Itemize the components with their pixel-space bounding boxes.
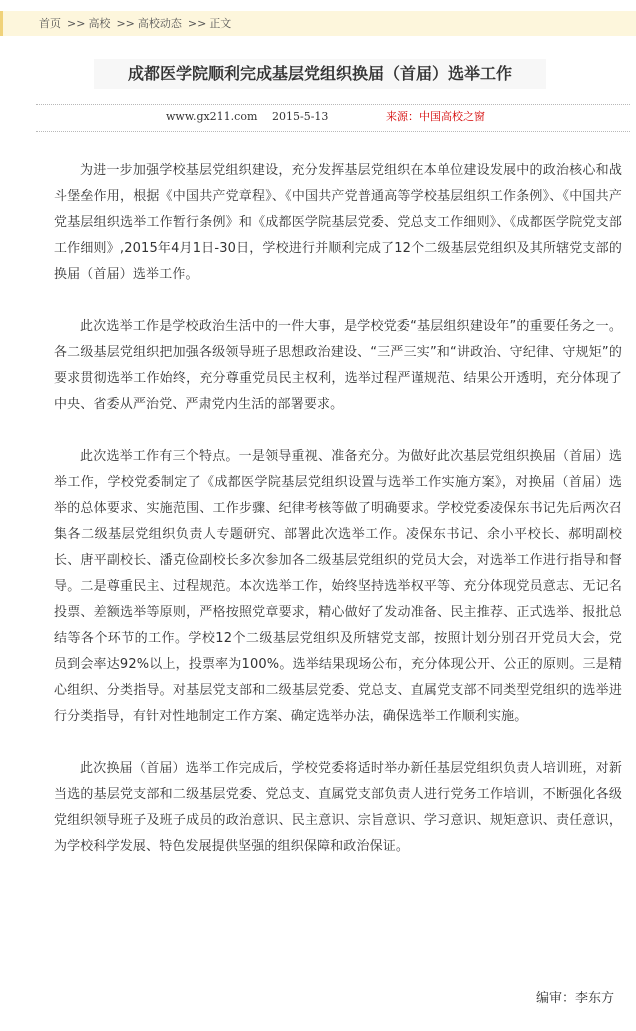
article-paragraph: 此次选举工作是学校政治生活中的一件大事，是学校党委“基层组织建设年”的重要任务之一。各二级基层党组织把加强各级领导班子思想政治建设、“三严三实”和“讲政治、守纪律、守规矩”的要求贯彻选举工作始终，充分尊重党员民主权利，选举过程严谨规范、结果公开透明，充分体现了中央、省委从严治党、严肃党内生活的部署要求。: [54, 319, 622, 412]
article-body: [54, 158, 622, 886]
breadcrumb-home-link[interactable]: 首页: [39, 17, 61, 30]
article-title: 成都医学院顺利完成基层党组织换届（首届）选举工作: [94, 59, 546, 89]
breadcrumb-news-link[interactable]: 高校动态: [137, 17, 182, 30]
site-url: www.gx211.com: [166, 110, 258, 123]
article-paragraph: 为进一步加强学校基层党组织建设，充分发挥基层党组织在本单位建设发展中的政治核心和战斗堡垒作用，根据《中国共产党章程》、《中国共产党普通高等学校基层组织工作条例》、《中国共产党基层组织选举工作暂行条例》和《成都医学院基层党委、党总支工作细则》、《成都医学院党支部工作细则》,2015年4月1日-30日，学校进行并顺利完成了12个二级基层党组织及其所辖党支部的换届（首届）选举工作。: [54, 163, 622, 282]
divider: [36, 131, 630, 132]
breadcrumb: [0, 11, 636, 36]
breadcrumb-separator: >>: [187, 17, 207, 30]
divider: [36, 104, 630, 105]
publish-date: 2015-5-13: [272, 110, 329, 123]
article-paragraph: 此次换届（首届）选举工作完成后，学校党委将适时举办新任基层党组织负责人培训班，对新当选的基层党支部和二级基层党委、党总支、直属党支部负责人进行党务工作培训，不断强化各级党组织领导班子及班子成员的政治意识、民主意识、宗旨意识、学习意识、规矩意识、责任意识，为学校科学发展、特色发展提供坚强的组织保障和政治保证。: [54, 761, 622, 854]
article-paragraph: 此次选举工作有三个特点。一是领导重视、准备充分。为做好此次基层党组织换届（首届）选举工作，学校党委制定了《成都医学院基层党组织设置与选举工作实施方案》，对换届（首届）选举的总体要求、实施范围、工作步骤、纪律考核等做了明确要求。学校党委凌保东书记先后两次召集各二级基层党组织负责人专题研究、部署此次选举工作。凌保东书记、余小平校长、郝明副校长、唐平副校长、潘克俭副校长多次参加各二级基层党组织的党员大会，对选举工作进行指导和督导。二是尊重民主、过程规范。本次选举工作，始终坚持选举权平等、充分体现党员意志、无记名投票、差额选举等原则，严格按照党章要求，精心做好了发动准备、民主推荐、正式选举、报批总结等各个环节的工作。学校12个二级基层党组织及所辖党支部，按照计划分别召开党员大会，党员到会率达92%以上，投票率为100%。选举结果现场公布，充分体现公开、公正的原则。三是精心组织、分类指导。对基层党支部和二级基层党委、党总支、直属党支部不同类型党组织的选举进行分类指导，有针对性地制定工作方案、确定选举办法，确保选举工作顺利实施。: [54, 449, 622, 724]
breadcrumb-separator: >>: [116, 17, 135, 30]
article-source: 来源：中国高校之窗: [386, 110, 485, 123]
article-meta: [0, 108, 636, 126]
breadcrumb-separator: >>: [67, 17, 86, 30]
breadcrumb-colleges-link[interactable]: 高校: [88, 17, 111, 30]
article-editor: 编审：李东方: [535, 991, 614, 1006]
breadcrumb-current: 正文: [209, 17, 232, 30]
